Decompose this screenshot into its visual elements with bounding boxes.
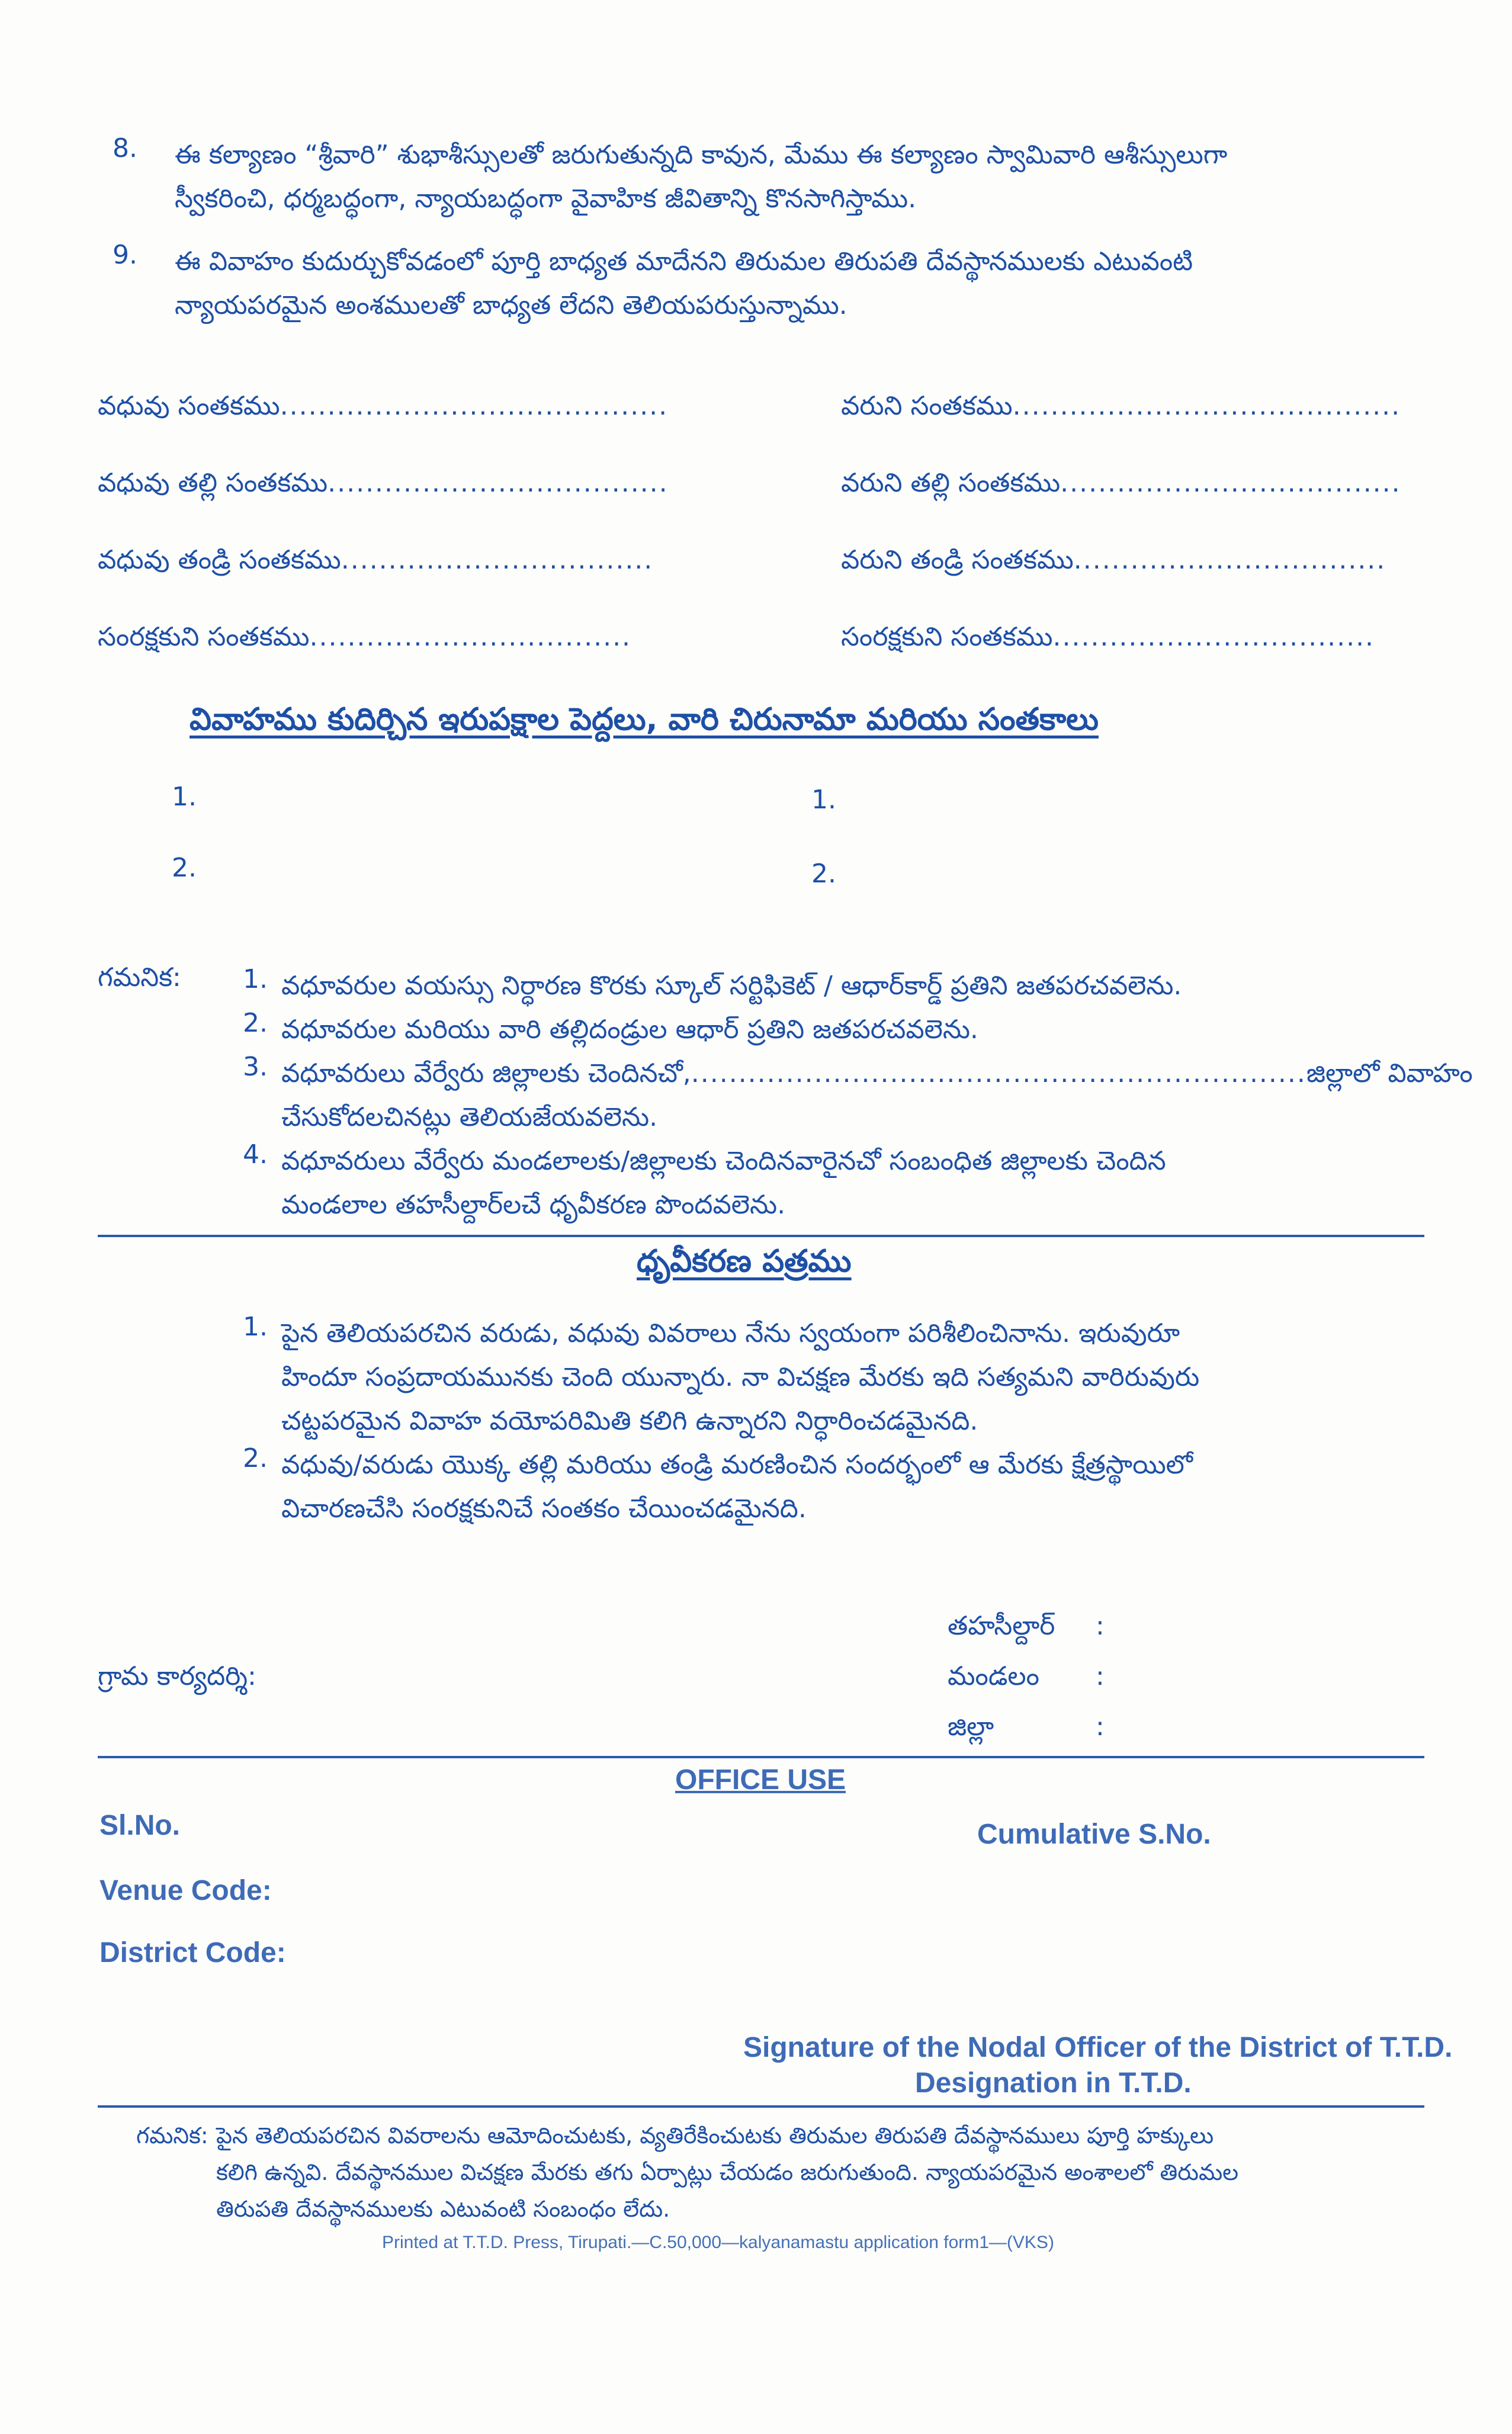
verification-number: 1.	[243, 1312, 268, 1342]
mandal-label: మండలం :	[948, 1661, 1105, 1691]
office-use-title: OFFICE USE	[675, 1764, 846, 1796]
elder-number: 2.	[811, 859, 836, 889]
printer-line: Printed at T.T.D. Press, Tirupati.—C.50,000—kalyanamastu application form1—(VKS)	[382, 2233, 1054, 2252]
divider	[98, 1235, 1424, 1237]
final-note-line: తిరుపతి దేవస్థానములకు ఎటువంటి సంబంధం లేదు.	[216, 2196, 670, 2222]
note-line: చేసుకోదలచినట్లు తెలియజేయవలెను.	[281, 1102, 658, 1132]
verification-number: 2.	[243, 1443, 268, 1473]
village-secretary-label: గ్రామ కార్యదర్శి:	[98, 1661, 256, 1691]
verification-line: వధువు/వరుడు యొక్క తల్లి మరియు తండ్రి మరణించిన సందర్భంలో ఆ మేరకు క్షేత్రస్థాయిలో	[281, 1450, 1193, 1480]
venue-code-label: Venue Code:	[99, 1875, 272, 1906]
district-label: జిల్లా :	[948, 1711, 1105, 1742]
signature-line-guardian-right: సంరక్షకుని సంతకము..................................	[841, 622, 1375, 652]
nodal-officer-signature: Signature of the Nodal Officer of the District of T.T.D.	[743, 2032, 1453, 2063]
elder-number: 1.	[811, 785, 836, 815]
verification-line: విచారణచేసి సంరక్షకునిచే సంతకం చేయించడమైనది.	[281, 1494, 807, 1524]
signature-line-guardian-left: సంరక్షకుని సంతకము..................................	[98, 622, 632, 652]
note-number: 4.	[243, 1139, 268, 1170]
verification-line: హిందూ సంప్రదాయమునకు చెంది యున్నారు. నా విచక్షణ మేరకు ఇది సత్యమని వారిరువురు	[281, 1362, 1200, 1392]
note-line: మండలాల తహసీల్దార్‌లచే ధృవీకరణ పొందవలెను.	[281, 1190, 786, 1220]
note-suffix: జిల్లాలో వివాహం	[1306, 1058, 1473, 1088]
signature-line-bride-father: వధువు తండ్రి సంతకము.................................	[98, 545, 654, 575]
divider	[98, 1756, 1424, 1758]
clause-line: న్యాయపరమైన అంశములతో బాధ్యత లేదని తెలియపరుస్తున్నాము.	[175, 290, 848, 320]
district-code-label: District Code:	[99, 1937, 286, 1969]
note-number: 1.	[243, 964, 268, 994]
signature-line-bride-mother: వధువు తల్లి సంతకము....................................	[98, 468, 669, 498]
divider	[98, 2105, 1424, 2108]
note-line: వధూవరుల వయస్సు నిర్ధారణ కొరకు స్కూల్ సర్టిఫికెట్ / ఆధార్‌కార్డ్ ప్రతిని జతపరచవలెను.	[281, 971, 1182, 1001]
note-line: వధూవరుల మరియు వారి తల్లిదండ్రుల ఆధార్ ప్రతిని జతపరచవలెను.	[281, 1014, 978, 1045]
signature-line-bride: వధువు సంతకము.........................................	[98, 391, 669, 421]
designation-label: Designation in T.T.D.	[915, 2067, 1192, 2099]
signature-line-groom-mother: వరుని తల్లి సంతకము....................................	[841, 468, 1401, 498]
elder-number: 1.	[172, 782, 197, 812]
final-note-line: పైన తెలియపరచిన వివరాలను ఆమోదించుటకు, వ్యతిరేకించుటకు తిరుమల తిరుపతి దేవస్థానములు పూర్తి హక్కులు	[216, 2122, 1214, 2149]
elders-heading: వివాహము కుదిర్చిన ఇరుపక్షాల పెద్దలు, వారి చిరునామా మరియు సంతకాలు	[190, 702, 1099, 737]
elder-number: 2.	[172, 853, 197, 883]
note-number: 3.	[243, 1052, 268, 1082]
signature-line-groom-father: వరుని తండ్రి సంతకము.................................	[841, 545, 1386, 575]
final-note-line: కలిగి ఉన్నవి. దేవస్థానముల విచక్షణ మేరకు తగు ఏర్పాట్లు చేయడం జరుగుతుంది. న్యాయపరమైన అంశాలలో తిరుమల	[216, 2159, 1239, 2185]
tahsildar-label: తహసీల్దార్ :	[948, 1611, 1105, 1641]
clause-number: 9.	[113, 240, 137, 270]
clause-line: ఈ కల్యాణం “శ్రీవారి” శుభాశీస్సులతో జరుగుతున్నది కావున, మేము ఈ కల్యాణం స్వామివారి ఆశీస్సులుగా	[175, 140, 1228, 170]
clause-line: ఈ వివాహం కుదుర్చుకోవడంలో పూర్తి బాధ్యత మాదేనని తిరుమల తిరుపతి దేవస్థానములకు ఎటువంటి	[175, 246, 1193, 277]
verification-line: చట్టపరమైన వివాహ వయోపరిమితి కలిగి ఉన్నారని నిర్ధారించడమైనది.	[281, 1406, 978, 1436]
note-number: 2.	[243, 1008, 268, 1038]
clause-number: 8.	[113, 133, 137, 163]
final-note-label: గమనిక:	[136, 2122, 208, 2149]
signature-line-groom: వరుని సంతకము.........................................	[841, 391, 1401, 421]
note-line: వధూవరులు వేర్వేరు మండలాలకు/జిల్లాలకు చెందినవారైనచో సంబంధిత జిల్లాలకు చెందిన	[281, 1146, 1166, 1176]
note-label: గమనిక:	[98, 962, 181, 993]
verification-heading: ధృవీకరణ పత్రము	[637, 1244, 852, 1279]
cumulative-sno-label: Cumulative S.No.	[977, 1819, 1211, 1850]
verification-line: పైన తెలియపరచిన వరుడు, వధువు వివరాలు నేను స్వయంగా పరిశీలించినాను. ఇరువురూ	[281, 1318, 1180, 1348]
note-line: వధూవరులు వేర్వేరు జిల్లాలకు చెందినచో,	[281, 1058, 691, 1088]
sl-no-label: Sl.No.	[99, 1810, 181, 1841]
clause-line: స్వీకరించి, ధర్మబద్ధంగా, న్యాయబద్ధంగా వైవాహిక జీవితాన్ని కొనసాగిస్తాము.	[175, 184, 917, 214]
